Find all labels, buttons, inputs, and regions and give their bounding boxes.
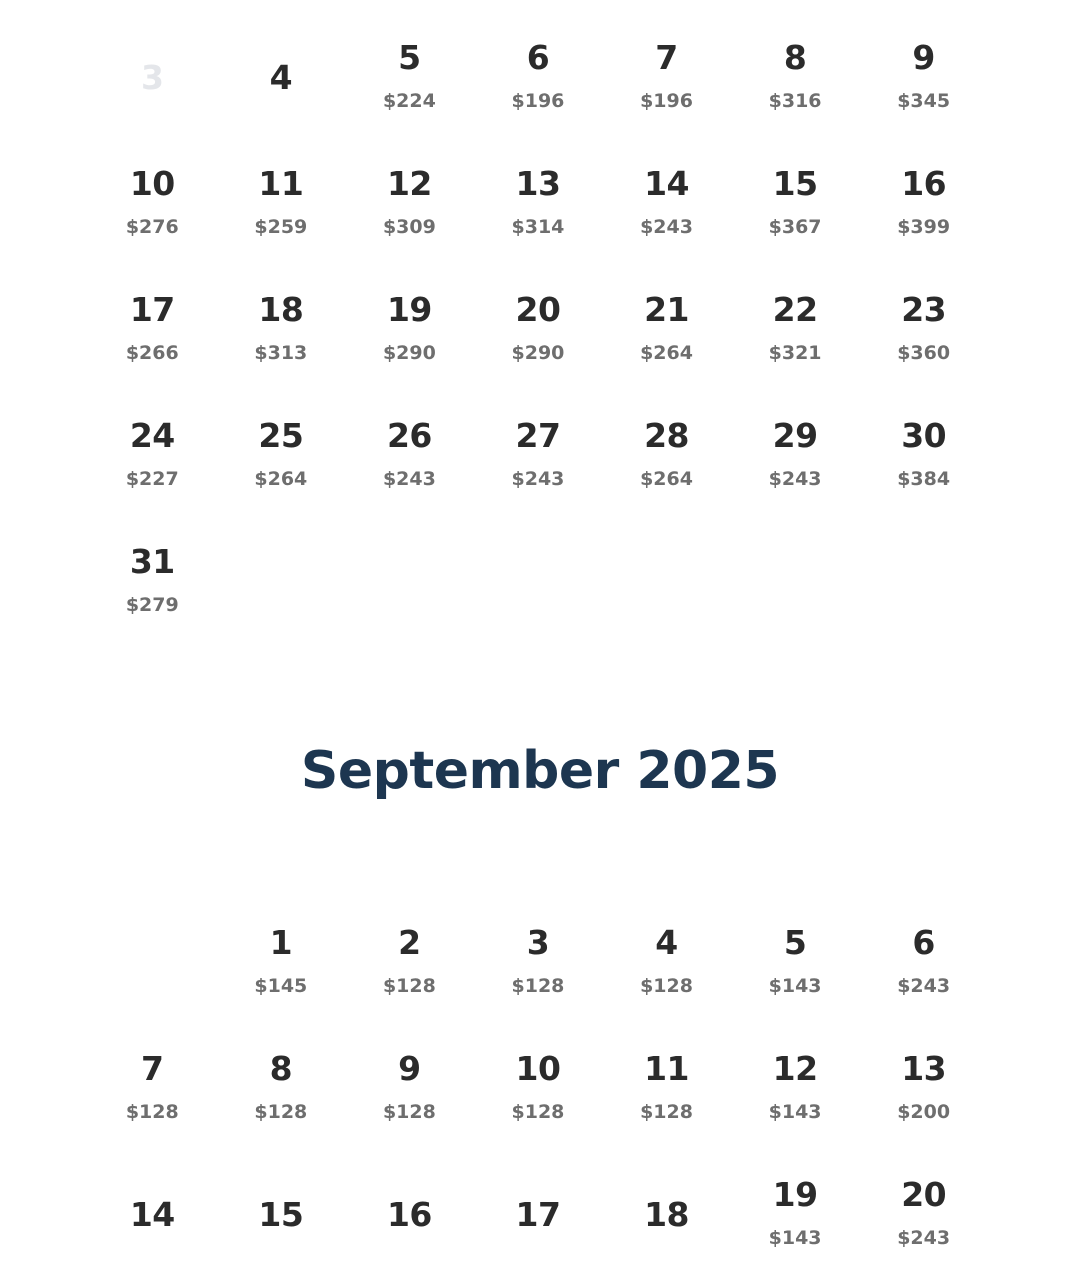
day-number: 10: [129, 164, 175, 203]
day-cell-8[interactable]: [217, 1041, 346, 1167]
day-cell-3[interactable]: [474, 915, 603, 1041]
day-cell-8[interactable]: [731, 30, 860, 156]
day-cell-20[interactable]: [859, 1167, 988, 1264]
day-price: $143: [768, 975, 822, 997]
day-price: $264: [640, 468, 693, 490]
day-cell-3: [88, 30, 217, 156]
day-price: $243: [897, 975, 951, 997]
day-number: 4: [655, 923, 678, 962]
september-calendar-grid: [88, 915, 988, 1264]
day-cell-18[interactable]: [217, 282, 346, 408]
day-price: $384: [897, 468, 951, 490]
day-cell-16[interactable]: [859, 156, 988, 282]
day-number: 5: [398, 38, 421, 77]
day-number: 9: [912, 38, 935, 77]
day-number: 13: [901, 1049, 947, 1088]
day-price: $128: [382, 975, 436, 997]
day-cell-30[interactable]: [859, 408, 988, 534]
day-cell-20[interactable]: [474, 282, 603, 408]
day-price: $290: [382, 342, 436, 364]
day-cell-19[interactable]: [345, 282, 474, 408]
day-cell-15[interactable]: [217, 1167, 346, 1264]
day-number: 3: [526, 923, 550, 962]
day-price: $128: [511, 975, 565, 997]
day-price: $345: [897, 90, 951, 112]
day-cell-26[interactable]: [345, 408, 474, 534]
day-number: 7: [141, 1049, 164, 1088]
day-price: $196: [640, 90, 693, 112]
day-cell-18[interactable]: [602, 1167, 731, 1264]
month-title-september: September 2025: [300, 741, 780, 801]
day-price: $316: [768, 90, 822, 112]
day-number: 29: [772, 416, 818, 455]
day-cell-17[interactable]: [474, 1167, 603, 1264]
day-number: 24: [129, 416, 175, 455]
day-number: 25: [258, 416, 304, 455]
day-price: $128: [254, 1101, 308, 1123]
day-cell-22[interactable]: [731, 282, 860, 408]
day-cell-5[interactable]: [345, 30, 474, 156]
day-price: $321: [768, 342, 822, 364]
day-number: 30: [901, 416, 947, 455]
day-price: $399: [897, 216, 951, 238]
day-number: 15: [772, 164, 818, 203]
day-cell-10[interactable]: [88, 156, 217, 282]
day-number: 6: [526, 38, 550, 77]
day-cell-15[interactable]: [731, 156, 860, 282]
day-price: $243: [382, 468, 436, 490]
day-number: 21: [644, 290, 689, 329]
day-number: 18: [258, 290, 304, 329]
day-cell-12[interactable]: [731, 1041, 860, 1167]
day-number: 6: [912, 923, 935, 962]
day-price: $367: [768, 216, 822, 238]
day-number: 8: [783, 38, 807, 77]
day-cell-21[interactable]: [602, 282, 731, 408]
day-cell-17[interactable]: [88, 282, 217, 408]
day-price: $276: [125, 216, 179, 238]
day-price: $128: [382, 1101, 436, 1123]
day-cell-9[interactable]: [859, 30, 988, 156]
day-price: $227: [125, 468, 179, 490]
day-number: 18: [644, 1195, 689, 1234]
day-price: $128: [640, 975, 693, 997]
day-cell-4[interactable]: [217, 30, 346, 156]
day-cell-12[interactable]: [345, 156, 474, 282]
day-number: 11: [258, 164, 304, 203]
day-price: $279: [125, 594, 179, 616]
day-cell-7[interactable]: [88, 1041, 217, 1167]
day-cell-24[interactable]: [88, 408, 217, 534]
day-number: 19: [772, 1175, 818, 1214]
day-number: 11: [644, 1049, 689, 1088]
day-cell-14[interactable]: [602, 156, 731, 282]
day-number: 12: [386, 164, 432, 203]
day-price: $128: [511, 1101, 565, 1123]
day-price: $145: [254, 975, 308, 997]
day-price: $196: [511, 90, 565, 112]
day-price: $313: [254, 342, 308, 364]
day-price: $143: [768, 1101, 822, 1123]
day-cell-11[interactable]: [602, 1041, 731, 1167]
day-price: $314: [511, 216, 565, 238]
day-number: 27: [515, 416, 561, 455]
day-cell-19[interactable]: [731, 1167, 860, 1264]
day-price: $128: [640, 1101, 693, 1123]
day-number: 12: [772, 1049, 818, 1088]
day-price: $224: [382, 90, 436, 112]
day-cell-28[interactable]: [602, 408, 731, 534]
day-price: $264: [640, 342, 693, 364]
day-cell-9[interactable]: [345, 1041, 474, 1167]
day-cell-23[interactable]: [859, 282, 988, 408]
day-price: $264: [254, 468, 308, 490]
day-number: 14: [129, 1195, 175, 1234]
day-cell-11[interactable]: [217, 156, 346, 282]
day-cell-16[interactable]: [345, 1167, 474, 1264]
day-price: $243: [511, 468, 565, 490]
day-number: 1: [269, 923, 293, 962]
day-number: 14: [644, 164, 689, 203]
day-number: 31: [129, 542, 175, 581]
day-number: 26: [386, 416, 432, 455]
day-price: $200: [897, 1101, 951, 1123]
day-number: 20: [901, 1175, 947, 1214]
day-number: 17: [515, 1195, 561, 1234]
day-cell-31[interactable]: [88, 534, 217, 660]
day-number: 16: [386, 1195, 432, 1234]
day-cell-25[interactable]: [217, 408, 346, 534]
day-price: $290: [511, 342, 565, 364]
day-cell-2[interactable]: [345, 915, 474, 1041]
day-number: 9: [398, 1049, 421, 1088]
day-cell-4[interactable]: [602, 915, 731, 1041]
day-cell-7[interactable]: [602, 30, 731, 156]
day-number: 4: [269, 58, 293, 97]
day-price: $266: [125, 342, 179, 364]
day-number: 20: [515, 290, 561, 329]
day-cell-6[interactable]: [474, 30, 603, 156]
day-number: 5: [783, 923, 807, 962]
day-price: $243: [640, 216, 693, 238]
day-number: 16: [901, 164, 947, 203]
day-price: $243: [897, 1227, 951, 1249]
day-number: 19: [386, 290, 432, 329]
day-price: $309: [382, 216, 436, 238]
day-number: 8: [269, 1049, 293, 1088]
day-number: 15: [258, 1195, 304, 1234]
day-cell-29[interactable]: [731, 408, 860, 534]
day-cell-14[interactable]: [88, 1167, 217, 1264]
day-number: 17: [129, 290, 175, 329]
day-number: 28: [644, 416, 689, 455]
day-cell-10[interactable]: [474, 1041, 603, 1167]
day-price: $360: [897, 342, 951, 364]
day-number: 10: [515, 1049, 561, 1088]
day-number: 3: [141, 58, 164, 97]
day-price: $259: [254, 216, 308, 238]
day-cell-13[interactable]: [859, 1041, 988, 1167]
day-cell-27[interactable]: [474, 408, 603, 534]
day-price: $128: [125, 1101, 179, 1123]
day-cell-13[interactable]: [474, 156, 603, 282]
day-price: $143: [768, 1227, 822, 1249]
day-cell-6[interactable]: [859, 915, 988, 1041]
day-cell-5[interactable]: [731, 915, 860, 1041]
day-number: 23: [901, 290, 947, 329]
day-cell-1[interactable]: [217, 915, 346, 1041]
day-number: 7: [655, 38, 678, 77]
day-number: 2: [398, 923, 421, 962]
day-number: 13: [515, 164, 561, 203]
august-calendar-grid: [88, 30, 988, 660]
day-price: $243: [768, 468, 822, 490]
day-number: 22: [772, 290, 818, 329]
